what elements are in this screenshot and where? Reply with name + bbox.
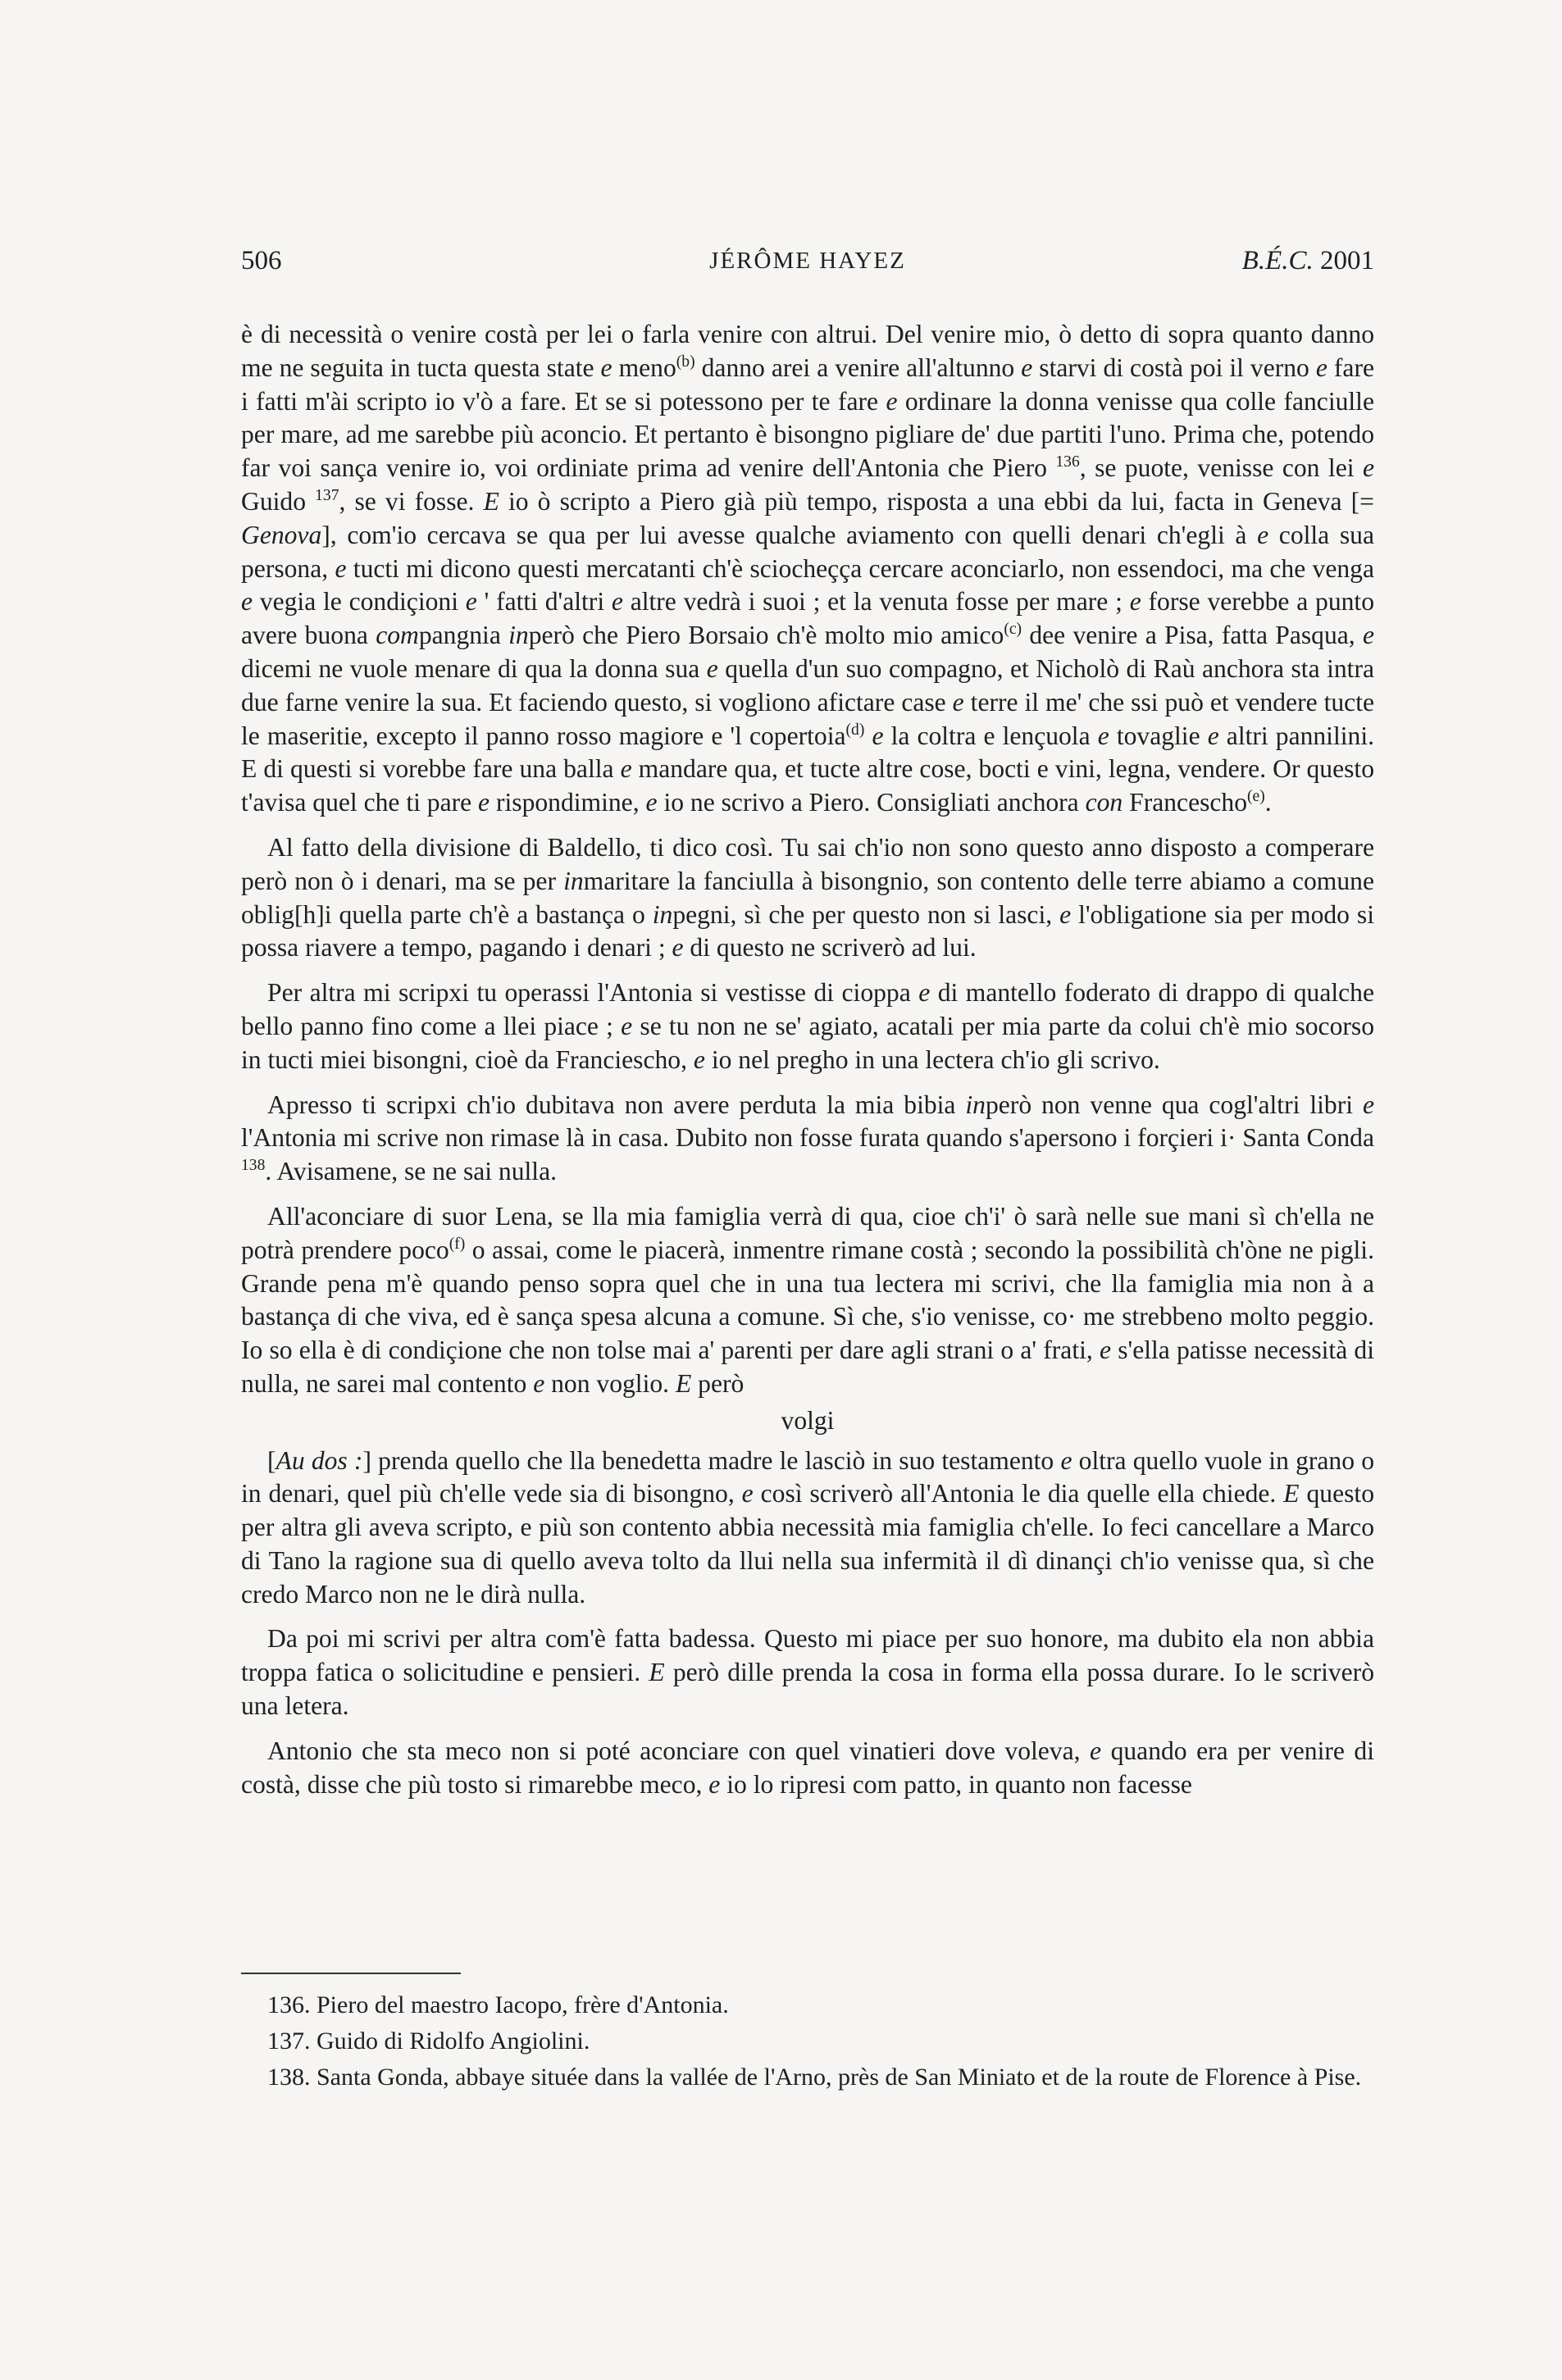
footnote-136: 136. Piero del maestro Iacopo, frère d'Antonia. (267, 1991, 729, 2018)
catchword-volgi: volgi (781, 1405, 835, 1435)
footnote-ref-136: 136 (1055, 453, 1080, 471)
paragraph-4: Apresso ti scripxi ch'io dubitava non avere perduta la mia bibia inperò non venne qua cogl'altri libri e l'Antonia mi scrive non rimase là in casa. Dubito non fosse furata quando s'apersono i forçieri i· Santa Conda $^{138}$. Avisamene, se ne sai nulla. (241, 1090, 1374, 1186)
journal-citation (1242, 243, 1374, 279)
running-header (241, 243, 1374, 279)
footnote-ref-138: 138 (241, 1156, 266, 1174)
footnote-138: 138. Santa Gonda, abbaye située dans la vallée de l'Arno, près de San Miniato et de la route de Florence à Pise. (267, 2064, 1362, 2091)
letter-text (241, 318, 1374, 1813)
journal-year: 2001 (1320, 246, 1374, 275)
paragraph-7: Da poi mi scrivi per altra com'è fatta badessa. Questo mi piace per suo honore, ma dubito ela non abbia troppa fatica o solicitudine e pensieri. E però dille prenda la cosa in forma ella possa durare. Io le scriverò una letera. (241, 1624, 1374, 1721)
footnote-divider (241, 1973, 461, 1974)
footnotes (241, 1989, 1374, 2097)
note-marker-f: (f) (449, 1235, 466, 1253)
page-number: 506 (241, 246, 282, 275)
paragraph-2: Al fatto della divisione di Baldello, ti dico così. Tu sai ch'io non sono questo anno disposto a comperare però non ò i denari, ma se per inmaritare la fanciulla à bisongnio, son contento delle terre abiamo a comune oblig[h]i quella parte ch'è a bastança o inpegni, sì che per questo non si lasci, e l'obligatione sia per modo si possa riavere a tempo, pagando i denari ; e di questo ne scriverò ad lui. (241, 832, 1374, 962)
note-marker-b: (b) (676, 353, 695, 371)
paragraph-6: [Au dos :] prenda quello che lla benedetta madre le lasciò in suo testamento e oltra quello vuole in grano o in denari, quel più ch'elle vede sia di bisongno, e così scriverò all'Antonia le dia quelle ella chiede. E questo per altra gli aveva scripto, e più son contento abbia necessità mia famiglia ch'elle. Io feci cancellare a Marco di Tano la ragione sua di quello aveva tolto da llui nella sua infermità il dì dinançi ch'io venisse qua, sì che credo Marco non ne le dirà nulla. (241, 1445, 1374, 1609)
note-marker-c: (c) (1004, 621, 1022, 639)
paragraph-3: Per altra mi scripxi tu operassi l'Antonia si vestisse di cioppa e di mantello foderato di drappo di qualche bello panno fino come a llei piace ; e se tu non ne se' agiato, acatali per mia parte da colui ch'è mio socorso in tucti miei bisongni, cioè da Franciescho, e io nel pregho in una lectera ch'io gli scrivo. (241, 978, 1374, 1074)
running-head-author: JÉRÔME HAYEZ (709, 248, 906, 274)
note-marker-e: (e) (1247, 788, 1265, 806)
journal-abbrev: B.É.C. (1241, 246, 1314, 275)
paragraph-8: Antonio che sta meco non si poté aconciare con quel vinatieri dove voleva, e quando era per venire di costà, disse che più tosto si rimarebbe meco, e io lo ripresi com patto, in quanto non facesse (241, 1736, 1374, 1799)
footnote-137: 137. Guido di Ridolfo Angiolini. (267, 2027, 590, 2055)
paragraph-1: è di necessità o venire costà per lei o farla venire con altrui. Del venire mio, ò detto di sopra quanto danno me ne seguita in tucta questa state e meno$^{(b)}$ danno arei a venire all'altunno e starvi di costà poi il verno e fare i fatti m'ài scripto io v'ò a fare. Et se si potessono per te fare e ordinare la donna venisse qua colle fanciulle per mare, ad me sarebbe più aconcio. Et pertanto è bisongno pigliare de' due partiti l'uno. Prima che, potendo far voi sança venire io, voi ordiniate prima ad venire dell'Antonia che Piero $^{136}$, se puote, venisse con lei e Guido $^{137}$, se vi fosse. E io ò scripto a Piero già più tempo, risposta a una ebbi da lui, facta in Geneva [= Genova], com'io cercava se qua per lui avesse qualche aviamento con quelli denari ch'egli à e colla sua persona, e tucti mi dicono questi mercatanti ch'è sciocheçça cercare aconciarlo, non essendoci, ma che venga e vegia le condiçioni e ' fatti d'altri e altre vedrà i suoi ; et la venuta fosse per mare ; e forse verebbe a punto avere buona compangnia inperò che Piero Borsaio ch'è molto mio amico$^{(c)}$ dee venire a Pisa, fatta Pasqua, e dicemi ne vuole menare di qua la donna sua e quella d'un suo compagno, et Nicholò di Raù anchora sta intra due farne venire la sua. Et faciendo questo, si vogliono afictare case e terre il me' che ssi può et vendere tucte le maseritie, excepto il panno rosso magiore e 'l copertoia$^{(d)}$ e la coltra e lençuola e tovaglie e altri pannilini. E di questi si vorebbe fare una balla e mandare qua, et tucte altre cose, bocti e vini, legna, vendere. Or questo t'avisa quel che ti pare e rispondimine, e io ne scrivo a Piero. Consigliati anchora con Francescho$^{(e)}$. (241, 320, 1374, 817)
note-marker-d: (d) (845, 721, 865, 739)
paragraph-5: All'aconciare di suor Lena, se lla mia famiglia verrà di qua, cioe ch'i' ò sarà nelle sue mani sì ch'ella ne potrà prendere poco$^{(f)}$ o assai, come le piacerà, inmentre rimane costà ; secondo la possibilità ch'òne ne pigli. Grande pena m'è quando penso sopra quel che in una tua lectera mi scrivi, che lla famiglia mia non à a bastança di che viva, ed è sança spesa alcuna a comune. Sì che, s'io venisse, co· me strebbeno molto peggio. Io so ella è di condiçione che non tolse mai a' parenti per dare agli strani o a' frati, e s'ella patisse necessità di nulla, ne sarei mal contento e non voglio. E però (241, 1201, 1374, 1398)
footnote-ref-137: 137 (315, 486, 339, 504)
